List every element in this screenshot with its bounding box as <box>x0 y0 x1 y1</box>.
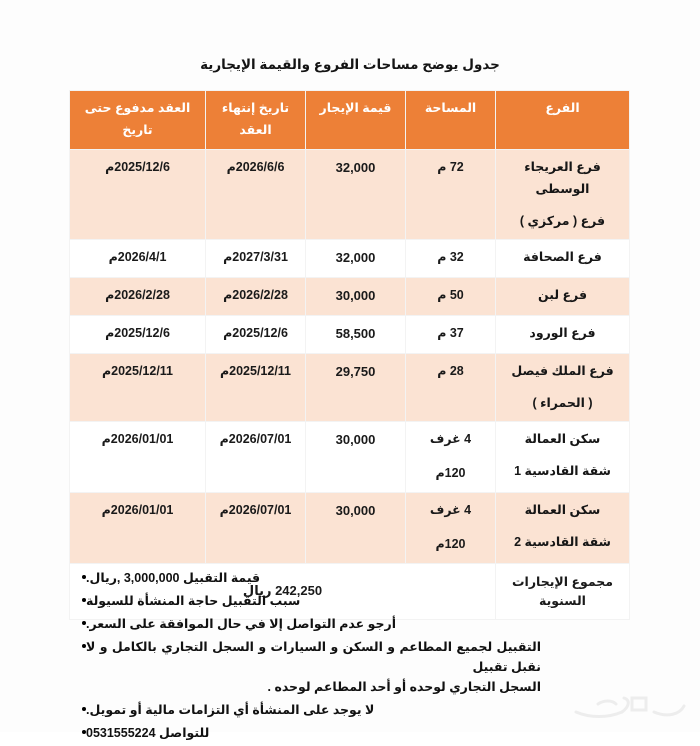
area-line1: 4 غرف <box>429 432 472 447</box>
note-text: سبب التقبيل حاجة المنشأة للسيولة <box>86 594 301 608</box>
cell-paid-until: 2025/12/11م <box>70 353 206 422</box>
list-item <box>70 568 630 588</box>
cell-paid-until: 2026/4/1م <box>70 240 206 278</box>
cell-area: 50 م <box>406 278 496 316</box>
cell-branch <box>496 353 630 422</box>
column-header-branch: الفرع <box>496 91 630 150</box>
cell-area: 32 م <box>406 240 496 278</box>
note-text: أرجو عدم التواصل إلا في حال الموافقة على السعر. <box>86 617 396 631</box>
list-item <box>70 723 630 743</box>
list-item <box>70 591 630 611</box>
cell-branch <box>496 493 630 564</box>
cell-rent: 29,750 <box>306 353 406 422</box>
branch-name-line1: سكن العمالة <box>524 432 601 447</box>
column-header-end-date: تاريخ إنتهاء العقد <box>206 91 306 150</box>
cell-paid-until: 2026/01/01م <box>70 422 206 493</box>
page-title: جدول يوضح مساحات الفروع والقيمة الإيجارية <box>200 57 500 72</box>
branch-name-line2: شقة القادسية 1 <box>514 464 611 479</box>
area-line2: 120م <box>435 537 466 551</box>
notes-list <box>70 568 630 746</box>
branch-name-line1: فرع الملك فيصل <box>511 363 614 378</box>
cell-area: 37 م <box>406 315 496 353</box>
table-row <box>70 353 630 422</box>
area-line2: 120م <box>435 466 466 481</box>
bullet-icon <box>82 575 86 579</box>
list-item-long <box>70 637 630 697</box>
bullet-icon <box>82 644 86 648</box>
rent-table-container <box>70 90 630 620</box>
table-body <box>70 149 630 619</box>
total-label-line1: مجموع الإيجارات <box>511 574 613 589</box>
cell-end-date: 2026/6/6م <box>206 149 306 240</box>
bullet-icon <box>82 598 86 602</box>
total-value: 242,250 ريال <box>70 563 496 619</box>
table-row <box>70 493 630 564</box>
cell-rent: 30,000 <box>306 493 406 564</box>
note-long-line1: التقبيل لجميع المطاعم و السكن و السيارات و السجل التجاري بالكامل و لا نقبل تقبيل <box>86 640 541 674</box>
cell-branch <box>496 149 630 240</box>
bullet-icon <box>82 621 86 625</box>
cell-end-date: 2026/07/01م <box>206 422 306 493</box>
cell-rent: 30,000 <box>306 422 406 493</box>
cell-branch: فرع لبن <box>496 278 630 316</box>
column-header-area: المساحة <box>406 91 496 150</box>
cell-branch <box>496 422 630 493</box>
note-text: قيمة التقبيل 3,000,000 ,ريال. <box>86 571 261 585</box>
cell-end-date: 2025/12/6م <box>206 315 306 353</box>
cell-paid-until: 2025/12/6م <box>70 149 206 240</box>
cell-area: 28 م <box>406 353 496 422</box>
list-item <box>70 700 630 720</box>
branch-name-line2: شقة القادسية 2 <box>514 535 611 549</box>
column-header-rent: قيمة الإيجار <box>306 91 406 150</box>
note-text: لا يوجد على المنشأة أي التزامات مالية أو تمويل. <box>86 703 375 717</box>
bullet-icon <box>82 730 86 734</box>
cell-end-date: 2026/2/28م <box>206 278 306 316</box>
cell-paid-until: 2026/2/28م <box>70 278 206 316</box>
cell-rent: 32,000 <box>306 149 406 240</box>
total-label-line2: السنوية <box>539 594 586 609</box>
table-row <box>70 240 630 278</box>
cell-branch: فرع الصحافة <box>496 240 630 278</box>
cell-end-date: 2027/3/31م <box>206 240 306 278</box>
cell-end-date: 2026/07/01م <box>206 493 306 564</box>
cell-area <box>406 493 496 564</box>
cell-paid-until: 2026/01/01م <box>70 493 206 564</box>
cell-branch: فرع الورود <box>496 315 630 353</box>
cell-end-date: 2025/12/11م <box>206 353 306 422</box>
table-row <box>70 278 630 316</box>
note-long-line2: السجل التجاري لوحده أو أحد المطاعم لوحده . <box>267 680 541 694</box>
cell-rent: 30,000 <box>306 278 406 316</box>
branch-name-line2: ( الحمراء ) <box>532 395 593 410</box>
cell-area: 72 م <box>406 149 496 240</box>
cell-rent: 32,000 <box>306 240 406 278</box>
rent-table <box>69 90 630 620</box>
area-line1: 4 غرف <box>429 503 472 518</box>
bullet-icon <box>82 707 86 711</box>
column-header-paid-until: العقد مدفوع حتى تاريخ <box>70 91 206 150</box>
table-row <box>70 422 630 493</box>
table-header <box>70 91 630 150</box>
cell-rent: 58,500 <box>306 315 406 353</box>
cell-paid-until: 2025/12/6م <box>70 315 206 353</box>
branch-name-line1: سكن العمالة <box>524 503 601 518</box>
note-text: للتواصل 0531555224 <box>86 726 210 740</box>
cell-area <box>406 422 496 493</box>
table-row <box>70 315 630 353</box>
table-header-row <box>70 91 630 150</box>
list-item <box>70 614 630 634</box>
branch-name-line2: فرع ( مركزي ) <box>519 213 606 228</box>
table-row <box>70 149 630 240</box>
branch-name-line1: فرع العريجاء الوسطى <box>524 159 601 196</box>
note-text-long <box>86 637 541 697</box>
